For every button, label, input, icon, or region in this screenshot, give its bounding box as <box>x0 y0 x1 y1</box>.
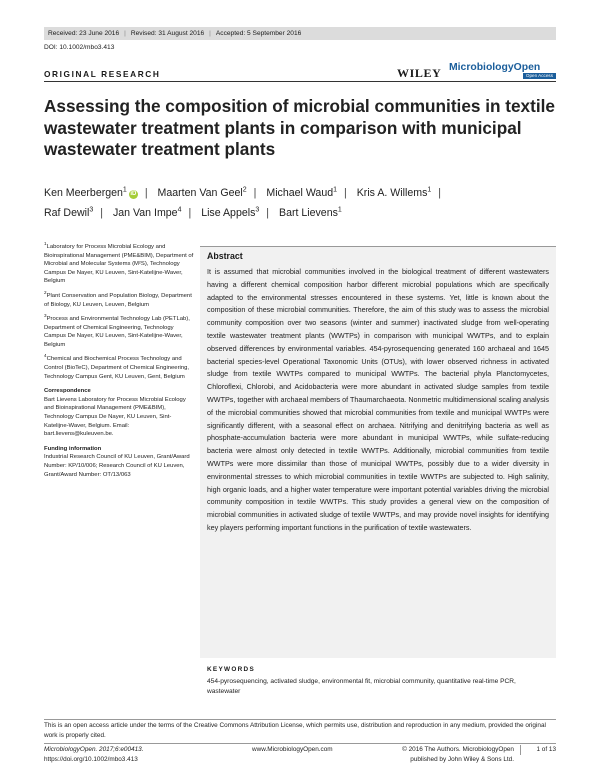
header-rule <box>44 81 556 82</box>
dates-bar: Received: 23 June 2016 | Revised: 31 August 2016 | Accepted: 5 September 2016 <box>44 27 556 40</box>
license-note: This is an open access article under the terms of the Creative Commons Attribution License, which permits use, distribution and reproduction in any medium, provided the original work is properly cited. <box>44 722 546 739</box>
journal-logo <box>449 62 556 79</box>
footer-citation <box>44 745 143 764</box>
orcid-icon[interactable]: iD <box>130 191 137 197</box>
author[interactable]: Ken Meerbergen$^1$iD | <box>44 186 148 199</box>
citation-line: MicrobiologyOpen. 2017;6:e00413. <box>44 746 144 753</box>
sidebar <box>44 240 194 482</box>
footer-copyright: © 2016 The Authors. MicrobiologyOpen published by John Wiley & Sons Ltd. <box>402 746 514 763</box>
affiliation: $^1$Laboratory for Process Microbial Ecology and Bioinspirational Management (PME&BIM), Department of Microbial and Molecular Systems (M²S), Technology Campus De Nayer, KU Leuven, Sint-Katelijne-Waver, Belgium <box>44 241 194 285</box>
author[interactable]: Lise Appels$^3$ | <box>201 206 270 220</box>
affiliation: $^3$Process and Environmental Technology Lab (PETLab), Department of Chemical Engineering, Technology Campus De Nayer, KU Leuven, Sint-Katelijne-Waver, Belgium <box>44 313 190 348</box>
doi[interactable]: DOI: 10.1002/mbo3.413 <box>44 44 115 51</box>
page-number: 1 of 13 <box>520 745 556 755</box>
abstract-heading: Abstract <box>207 251 243 261</box>
keywords-text: 454-pyrosequencing, activated sludge, environmental fit, microbial community, quantitative real-time PCR, wastewater <box>207 678 516 695</box>
abstract-text: It is assumed that microbial communities involved in the biological treatment of different wastewaters having a different chemical composition harbor different microbial populations which are specifically adapted to the environmental stresses encountered in these systems. Yet, little is known about the composition of these microbial communities. Therefore, the aim of this study was to assess the microbial community composition over two seasons (winter and summer) inactivated sludge from well-operating textile wastewater treatment plants (WWTPs) in comparison with municipal WWTPs, and to explain observed differences by environmental variables. 454-pyrosequencing generated 160 archaeal and 1645 bacterial species-level Operational Taxonomic Units (OTUs), with lower observed richness in activated sludge from textile WWTPs compared to municipal WWTPs. The bacterial phyla Planctomycetes, Chloroflexi, Chlorobi, and Acidobacteria were more abundant in activated sludge samples from textile WWTPs, together with archaeal members of Thaumarchaeota. Nonmetric multidimensional scaling analysis of the microbial communities showed that microbial communities from textile and municipal WWTPs were significantly different, with a seasonal effect on archaea. Nitrifying and denitrifying bacteria as well as phosphate-accumulation bacteria were more abundant in municipal WWTPs, while sulfate-reducing bacteria were almost only detected in textile WWTPs. Additionally, microbial communities from textile WWTPs were more dissimilar than those of municipal WWTPs, possibly due to a wider diversity in environmental stresses to which microbial communities in textile WWTPs are subjected to. High salinity, high organic loads, and a higher water temperature were important potential variables driving the microbial community composition in textile WWTPs. This study provides a general view on the composition of microbial communities in activated sludge of textile WWTPs, and may provide novel insights for identifying key players performing important functions in the purification of textile wastewaters. <box>207 267 549 532</box>
accepted-date: Accepted: 5 September 2016 <box>215 30 302 37</box>
author[interactable]: Michael Waud$^1$ | <box>266 186 347 199</box>
license-rule <box>44 719 556 720</box>
journal-website-link[interactable]: www.MicrobiologyOpen.com <box>252 746 333 753</box>
author[interactable]: Kris A. Willems$^1$ | <box>356 186 442 199</box>
article-title: Assessing the composition of microbial communities in textile wastewater treatment plants in comparison with municipal wastewater treatment plants <box>44 96 555 160</box>
section-label: ORIGINAL RESEARCH <box>44 69 161 79</box>
received-date: Received: 23 June 2016 <box>48 30 120 37</box>
author[interactable]: Raf Dewil$^3$ | <box>44 206 104 220</box>
open-access-badge: Open Access <box>523 73 556 79</box>
correspondence-text: Bart Lievens Laboratory for Process Microbial Ecology and Bioinspirational Management (PME&BIM), Technology Campus De Nayer, KU Leuven, Sint-Katelijne-Waver, Belgium. Email: bart.lievens@kuleuven.be. <box>44 396 186 438</box>
revised-date: Revised: 31 August 2016 <box>130 30 205 37</box>
journal-logo-text: MicrobiologyOpen <box>449 62 541 73</box>
affiliation: $^2$Plant Conservation and Population Biology, Department of Biology, KU Leuven, Leuven, Belgium <box>44 289 192 308</box>
correspondence-heading: Correspondence <box>44 388 91 395</box>
affiliation: $^4$Chemical and Biochemical Process Technology and Control (BioTeC), Department of Chemical Engineering, Technology Campus Gent, KU Leuven, Gent, Belgium <box>44 353 190 380</box>
author[interactable]: Jan Van Impe$^4$ | <box>112 206 192 220</box>
abstract-rule <box>200 246 556 247</box>
author[interactable]: Maarten Van Geel$^2$ | <box>157 186 257 199</box>
funding-heading: Funding information <box>44 445 102 452</box>
keywords-heading: KEYWORDS <box>207 666 256 673</box>
citation-doi-link[interactable]: https://doi.org/10.1002/mbo3.413 <box>44 755 138 763</box>
funding-text: Industrial Research Council of KU Leuven, Grant/Award Number: KP/10/006; Research Council of KU Leuven, Grant/Award Number: OT/13/063 <box>44 454 190 478</box>
publisher-logo: WILEY <box>397 66 442 80</box>
author[interactable]: Bart Lievens$^1$ <box>279 206 342 220</box>
footer-rule <box>44 743 556 744</box>
author-list <box>44 183 564 224</box>
